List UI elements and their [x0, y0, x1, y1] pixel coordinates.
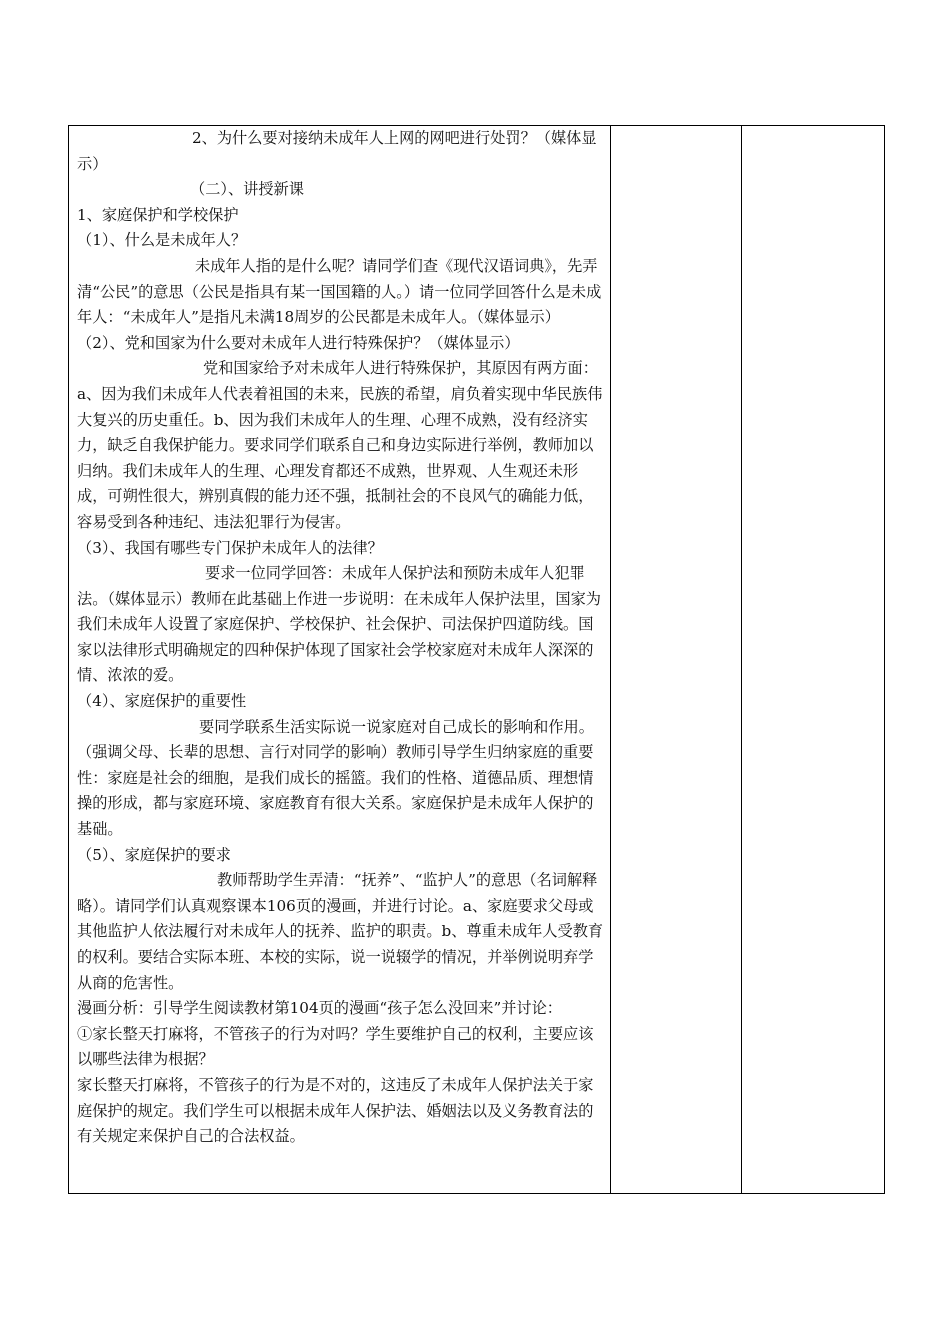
empty-cell-middle: [611, 126, 742, 1194]
subheading-4: （4）、家庭保护的重要性: [77, 692, 247, 711]
paragraph-question-2: 2、为什么要对接纳未成年人上网的网吧进行处罚？（媒体显示）: [77, 129, 597, 173]
paragraph-discussion-answer: 家长整天打麻将，不管孩子的行为是不对的，这违反了未成年人保护法关于家庭保护的规定。我们学生可以根据未成年人保护法、婚姻法以及义务教育法的有关规定来保护自己的合法权益。: [77, 1075, 594, 1146]
subheading-1: （1）、什么是未成年人？: [77, 231, 247, 250]
paragraph-family-requirements: 教师帮助学生弄清：“抚养”、“监护人”的意思（名词解释略）。请同学们认真观察课本106页的漫画，并进行讨论。a、家庭要求父母或其他监护人依法履行对未成年人的抚养、监护的职责。b、尊重未成年人受教育的权利。要结合实际本班、本校的实际，说一说辍学的情况，并举例说明弃学从商的危害性。: [77, 871, 604, 992]
paragraph-laws: 要求一位同学回答：未成年人保护法和预防未成年人犯罪法。（媒体显示）教师在此基础上作进一步说明：在未成年人保护法里，国家为我们未成年人设置了家庭保护、学校保护、社会保护、司法保护四道防线。国家以法律形式明确规定的四种保护体现了国家社会学校家庭对未成年人深深的情、浓浓的爱。: [77, 564, 601, 685]
subheading-2: （2）、党和国家为什么要对未成年人进行特殊保护？（媒体显示）: [77, 333, 520, 352]
content-cell: [69, 126, 611, 1194]
paragraph-discussion-question: ①家长整天打麻将，不管孩子的行为对吗？学生要维护自己的权利，主要应该以哪些法律为根据？: [77, 1024, 594, 1069]
section-heading-new-lesson: （二）、讲授新课: [190, 180, 304, 199]
subheading-3: （3）、我国有哪些专门保护未成年人的法律？: [77, 538, 383, 557]
paragraph-family-importance: 要同学联系生活实际说一说家庭对自己成长的影响和作用。（强调父母、长辈的思想、言行对同学的影响）教师引导学生归纳家庭的重要性：家庭是社会的细胞，是我们成长的摇篮。我们的性格、道德品质、理想情操的形成，都与家庭环境、家庭教育有很大关系。家庭保护是未成年人保护的基础。: [77, 717, 594, 839]
empty-cell-right: [742, 126, 885, 1194]
heading-family-school-protection: 1、家庭保护和学校保护: [77, 205, 239, 224]
paragraph-minor-definition: 未成年人指的是什么呢？请同学们查《现代汉语词典》，先弄清“公民”的意思（公民是指具有某一国国籍的人。）请一位同学回答什么是未成年人：“未成年人”是指凡未满18周岁的公民都是未成年人。（媒体显示）: [77, 256, 602, 327]
paragraph-special-protection: 党和国家给予对未成年人进行特殊保护，其原因有两方面：a、因为我们未成年人代表着祖国的未来，民族的希望，肩负着实现中华民族伟大复兴的历史重任。b、因为我们未成年人的生理、心理不成熟，没有经济实力，缺乏自我保护能力。要求同学们联系自己和身边实际进行举例，教师加以归纳。我们未成年人的生理、心理发育都还不成熟，世界观、人生观还未形成，可朔性很大，辨别真假的能力还不强，抵制社会的不良风气的确能力低，容易受到各种违纪、违法犯罪行为侵害。: [77, 359, 603, 531]
lesson-table: [68, 125, 885, 1194]
table-row: [69, 126, 885, 1194]
subheading-5: （5）、家庭保护的要求: [77, 845, 231, 864]
lesson-content: [69, 126, 610, 1150]
paragraph-comic-analysis: 漫画分析：引导学生阅读教材第104页的漫画“孩子怎么没回来”并讨论：: [77, 999, 562, 1018]
